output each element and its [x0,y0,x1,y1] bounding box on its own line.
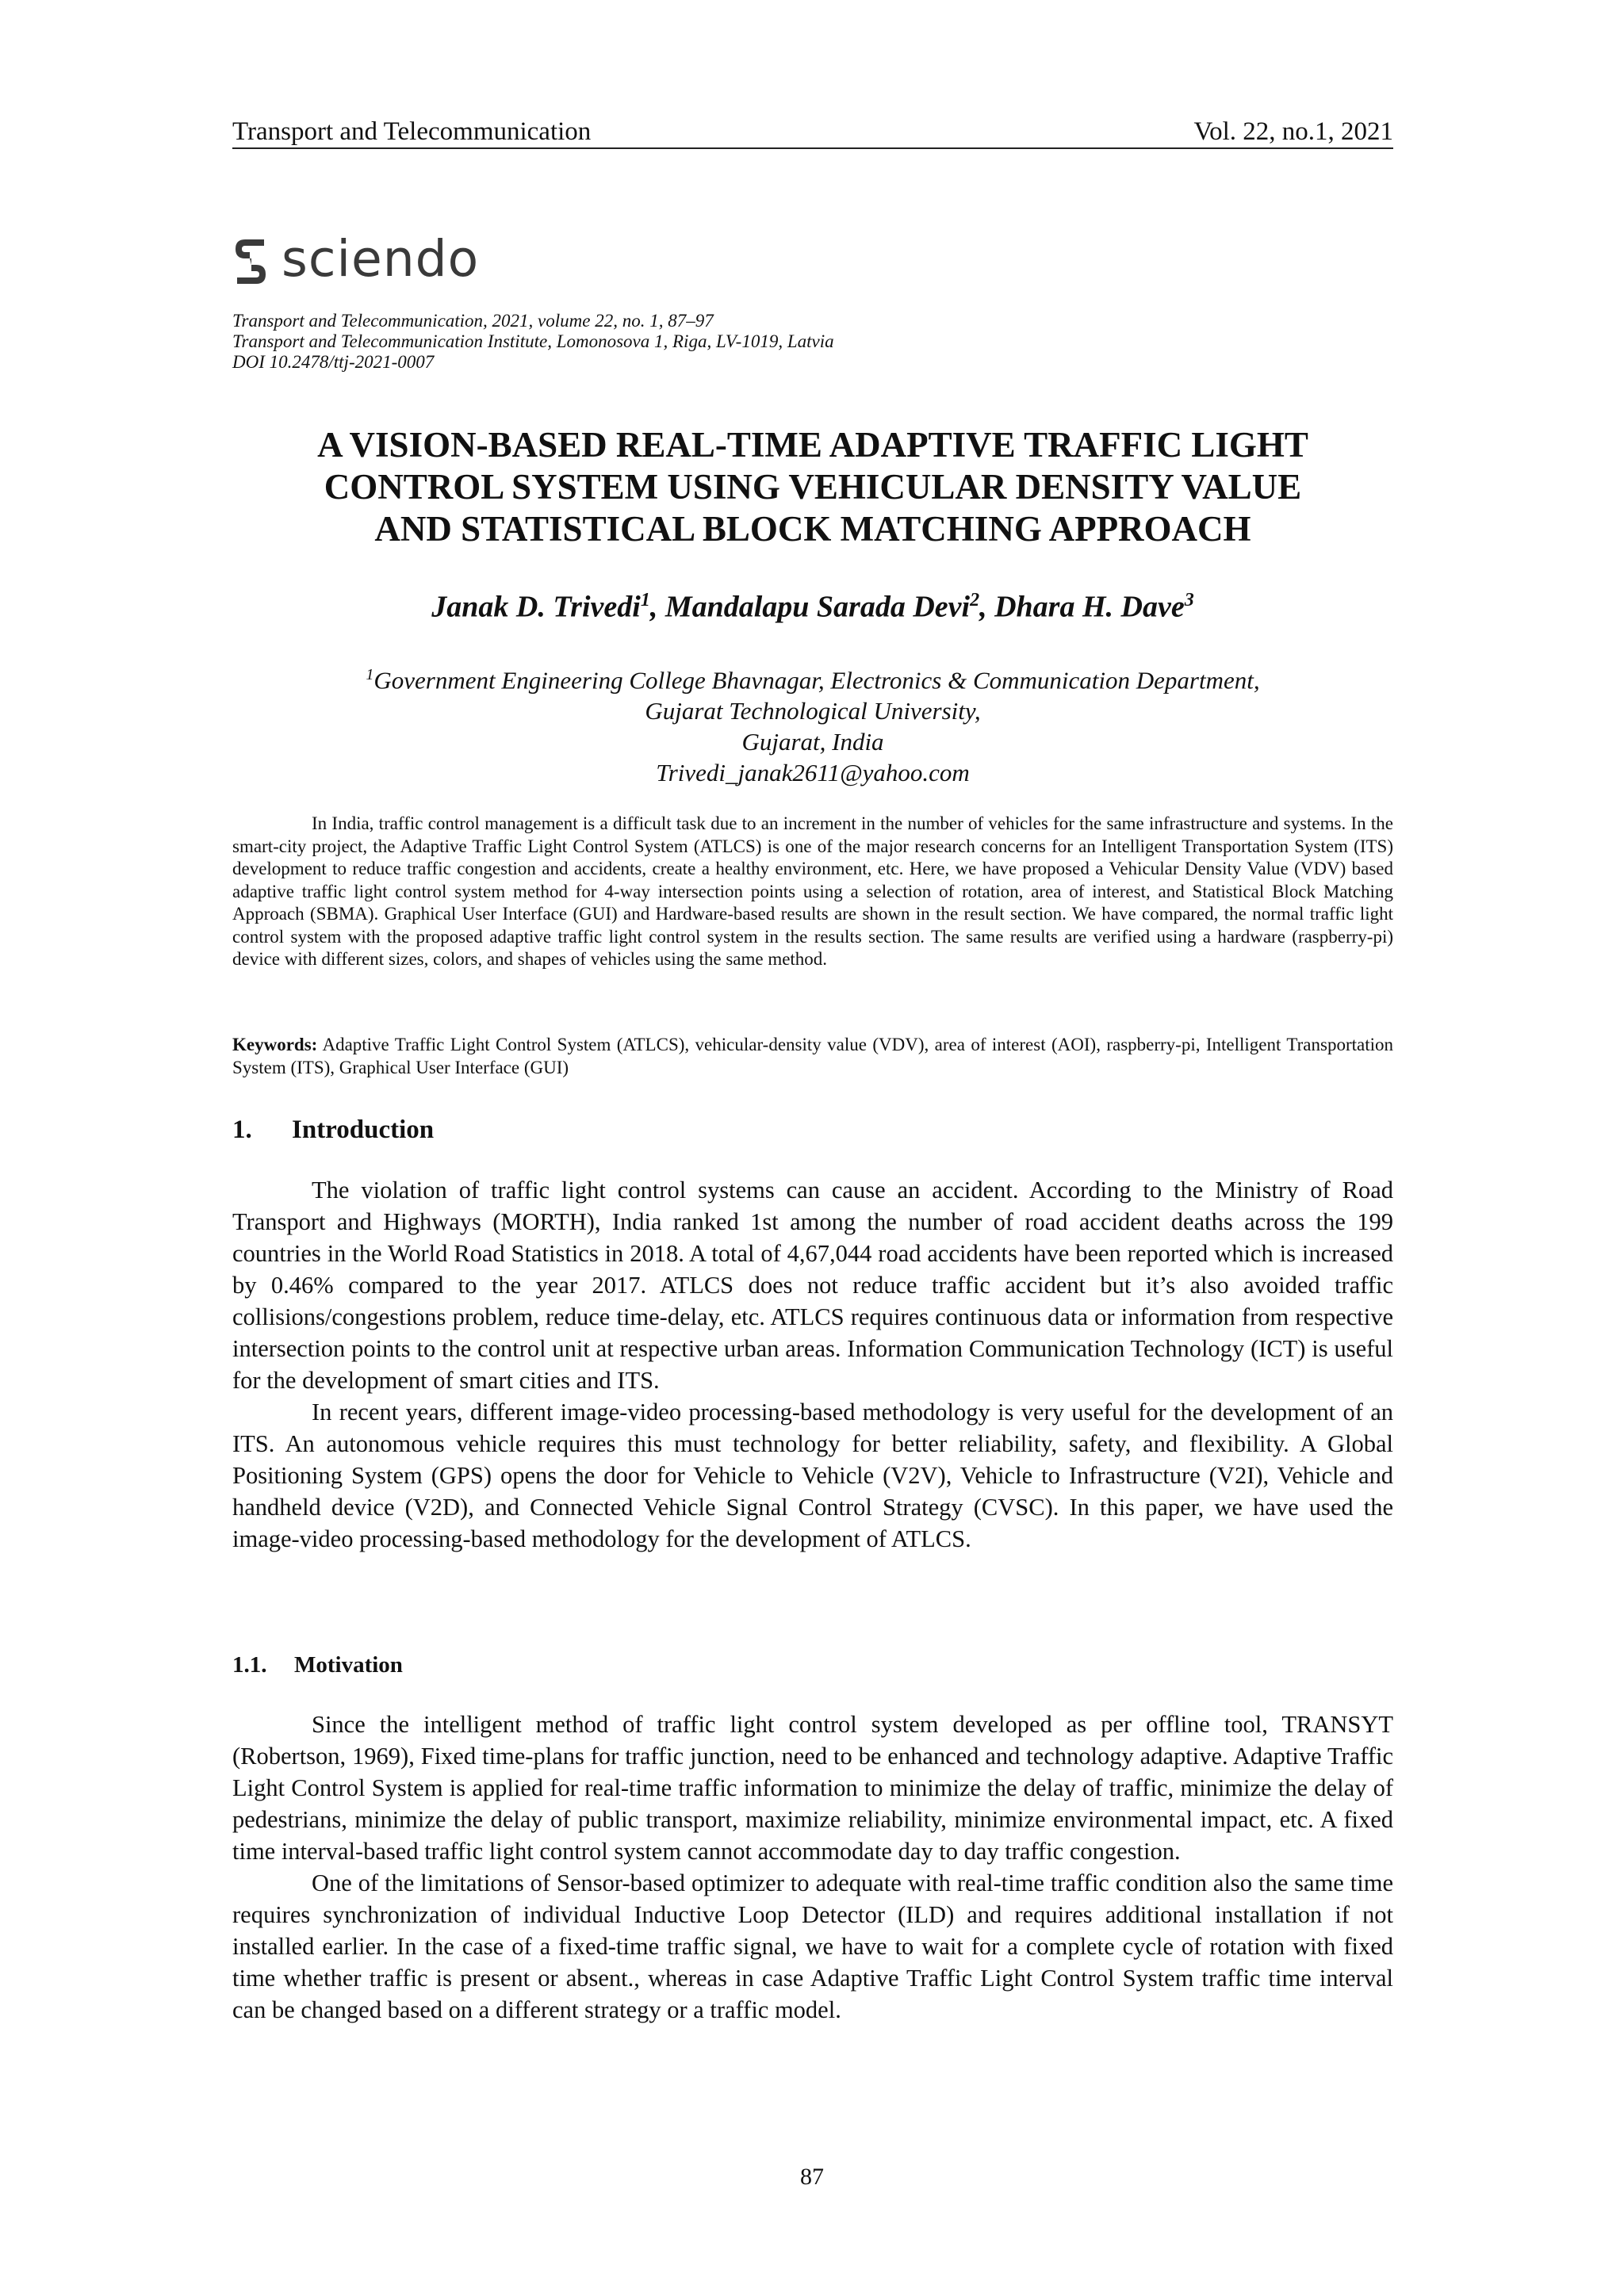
title-line-1: A VISION-BASED REAL-TIME ADAPTIVE TRAFFIC LIGHT [317,425,1308,465]
affil-line-1: Government Engineering College Bhavnagar, Electronics & Communication Department, [373,666,1260,695]
abstract: In India, traffic control management is a difficult task due to an increment in the number of vehicles for the same infrastructure and systems. In the smart-city project, the Adaptive Traffic Light Control System (ATLCS) is one of the major research concerns for an Intelligent Transportation System (ITS) development to reduce traffic congestion and accidents, create a healthy environment, etc. Here, we have proposed a Vehicular Density Value (VDV) based adaptive traffic light control system method for 4-way intersection points using a selection of rotation, area of interest, and Statistical Block Matching Approach (SBMA). Graphical User Interface (GUI) and Hardware-based results are shown in the result section. We have compared, the normal traffic light control system with the proposed adaptive traffic light control system in the results section. The same results are verified using a hardware (raspberry-pi) device with different sizes, colors, and shapes of vehicles using the same method. [232,813,1393,969]
pubinfo-line-2: Transport and Telecommunication Institute, Lomonosova 1, Riga, LV-1019, Latvia [232,331,834,351]
author-3-affil: 3 [1184,590,1194,610]
motivation-paragraph-1: Since the intelligent method of traffic light control system developed as per offline tool, TRANSYT (Robertson, 1969), Fixed time-plans for traffic junction, need to be enhanced and technology adaptive. Adaptive Traffic Light Control System is applied for real-time traffic information to minimize the delay of traffic, minimize the delay of pedestrians, minimize the delay of public transport, maximize reliability, minimize environmental impact, etc. A fixed time interval-based traffic light control system cannot accommodate day to day traffic congestion. [232,1711,1393,1865]
section-title: Introduction [292,1115,435,1144]
keywords [232,1034,1393,1079]
author-2-affil: 2 [970,590,980,610]
running-header [232,116,1393,149]
subsection-heading-motivation [232,1651,403,1679]
sciendo-logo-icon [232,236,269,287]
author-list [232,581,1393,626]
page-number: 87 [800,2164,824,2190]
introduction-body [232,1174,1393,1555]
affil-line-3: Gujarat, India [741,728,884,756]
affil-line-2: Gujarat Technological University, [645,697,981,725]
intro-paragraph-2: In recent years, different image-video processing-based methodology is very useful for the development of an ITS. An autonomous vehicle requires this must technology for better reliability, safety, and flexibility. A Global Positioning System (GPS) opens the door for Vehicle to Vehicle (V2V), Vehicle to Infrastructure (V2I), Vehicle and handheld device (V2D), and Connected Vehicle Signal Control Strategy (CVSC). In this paper, we have used the image-video processing-based methodology for the development of ATLCS. [232,1399,1393,1552]
affil-marker: 1 [366,666,374,683]
logo-wordmark: sciendo [282,230,480,288]
title-line-2: CONTROL SYSTEM USING VEHICULAR DENSITY VALUE [324,467,1302,507]
journal-name: Transport and Telecommunication [232,117,592,146]
volume-info: Vol. 22, no.1, 2021 [1193,117,1393,146]
intro-paragraph-1: The violation of traffic light control systems can cause an accident. According to the Ministry of Road Transport and Highways (MORTH), India ranked 1st among the number of road accident deaths across the 199 countries in the World Road Statistics in 2018. A total of 4,67,044 road accidents have been reported which is increased by 0.46% compared to the year 2017. ATLCS does not reduce traffic accident but it’s also avoided traffic collisions/congestions problem, reduce time-delay, etc. ATLCS requires continuous data or information from respective intersection points to the control unit at respective urban areas. Information Communication Technology (ICT) is useful for the development of smart cities and ITS. [232,1177,1393,1394]
motivation-body [232,1709,1393,2026]
pubinfo-doi: DOI 10.2478/ttj-2021-0007 [232,352,435,372]
affiliation [232,660,1393,788]
paper-title [232,424,1393,550]
section-number: 1. [232,1115,252,1144]
author-3: , Dhara H. Dave [979,590,1185,624]
subsection-number: 1.1. [232,1652,267,1678]
keywords-text: Adaptive Traffic Light Control System (ATLCS), vehicular-density value (VDV), area of interest (AOI), raspberry-pi, Intelligent Transportation System (ITS), Graphical User Interface (GUI) [232,1035,1393,1077]
keywords-label: Keywords: [232,1035,318,1054]
author-1-affil: 1 [640,590,650,610]
author-2: , Mandalapu Sarada Devi [649,590,971,624]
motivation-paragraph-2: One of the limitations of Sensor-based optimizer to adequate with real-time traffic condition also the same time requires synchronization of individual Inductive Loop Detector (ILD) and requires additional installation if not installed earlier. In the case of a fixed-time traffic signal, we have to wait for a complete cycle of rotation with fixed time whether traffic is present or absent., whereas in case Adaptive Traffic Light Control System traffic time interval can be changed based on a different strategy or a traffic model. [232,1869,1393,2023]
publication-info [232,311,1393,373]
section-heading-introduction [232,1114,434,1146]
publisher-logo [232,230,502,295]
pubinfo-line-1: Transport and Telecommunication, 2021, volume 22, no. 1, 87–97 [232,311,714,331]
author-1: Janak D. Trivedi [431,590,641,624]
subsection-title: Motivation [294,1652,403,1678]
title-line-3: AND STATISTICAL BLOCK MATCHING APPROACH [374,509,1251,549]
affil-email: Trivedi_janak2611@yahoo.com [656,759,970,787]
